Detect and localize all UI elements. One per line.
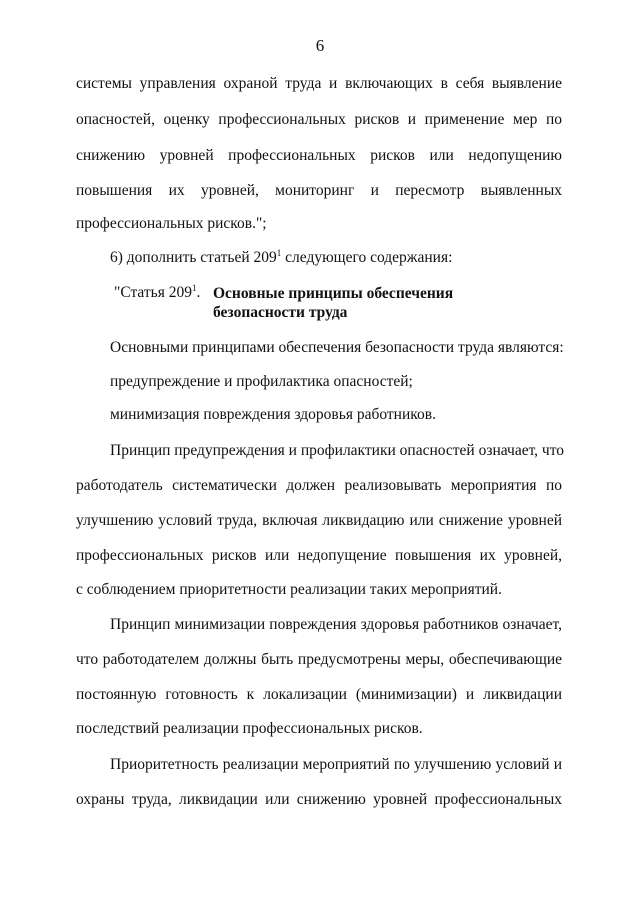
amendment-prefix: 6) дополнить статьей 209: [110, 249, 277, 266]
article-lead-end: .: [196, 284, 201, 301]
text-line: профессиональных рисков.";: [76, 215, 267, 232]
text-line: что работодателем должны быть предусмотрены меры, обеспечивающие: [76, 651, 562, 668]
page-number: 6: [315, 36, 325, 55]
article-title-line1: Основные принципы обеспечения: [213, 285, 454, 302]
text-line: Принцип минимизации повреждения здоровья работников означает,: [110, 616, 562, 633]
text-line: повышения их уровней, мониторинг и пересмотр выявленных: [76, 182, 562, 199]
article-title: [213, 284, 453, 322]
amendment-superscript: 1: [276, 247, 282, 258]
text-line: охраны труда, ликвидации или снижению уровней профессиональных: [76, 791, 562, 808]
text-line: постоянную готовность к локализации (минимизации) и ликвидации: [76, 686, 562, 703]
text-line: улучшению условий труда, включая ликвидацию или снижение уровней: [76, 512, 562, 529]
text-line: профессиональных рисков или недопущение повышения их уровней,: [76, 547, 562, 564]
principles-item: предупреждение и профилактика опасностей;: [110, 373, 413, 390]
article-lead-text: "Статья 209: [114, 284, 192, 301]
amendment-line: [110, 248, 562, 268]
article-title-line2: безопасности труда: [213, 304, 348, 321]
principles-item: минимизация повреждения здоровья работников.: [110, 406, 436, 423]
article-lead: [114, 284, 200, 302]
text-line: Приоритетность реализации мероприятий по улучшению условий и: [110, 756, 562, 773]
text-line: системы управления охраной труда и включающих в себя выявление: [76, 75, 562, 92]
text-line: опасностей, оценку профессиональных рисков и применение мер по: [76, 111, 562, 128]
text-line: с соблюдением приоритетности реализации таких мероприятий.: [76, 581, 502, 598]
principles-intro: Основными принципами обеспечения безопасности труда являются:: [110, 339, 564, 356]
text-line: последствий реализации профессиональных рисков.: [76, 720, 423, 737]
amendment-suffix: следующего содержания:: [281, 249, 453, 266]
text-line: Принцип предупреждения и профилактики опасностей означает, что: [110, 442, 565, 459]
text-line: снижению уровней профессиональных рисков или недопущению: [76, 147, 562, 164]
text-line: работодатель систематически должен реализовывать мероприятия по: [76, 477, 562, 494]
article-superscript: 1: [192, 282, 197, 293]
